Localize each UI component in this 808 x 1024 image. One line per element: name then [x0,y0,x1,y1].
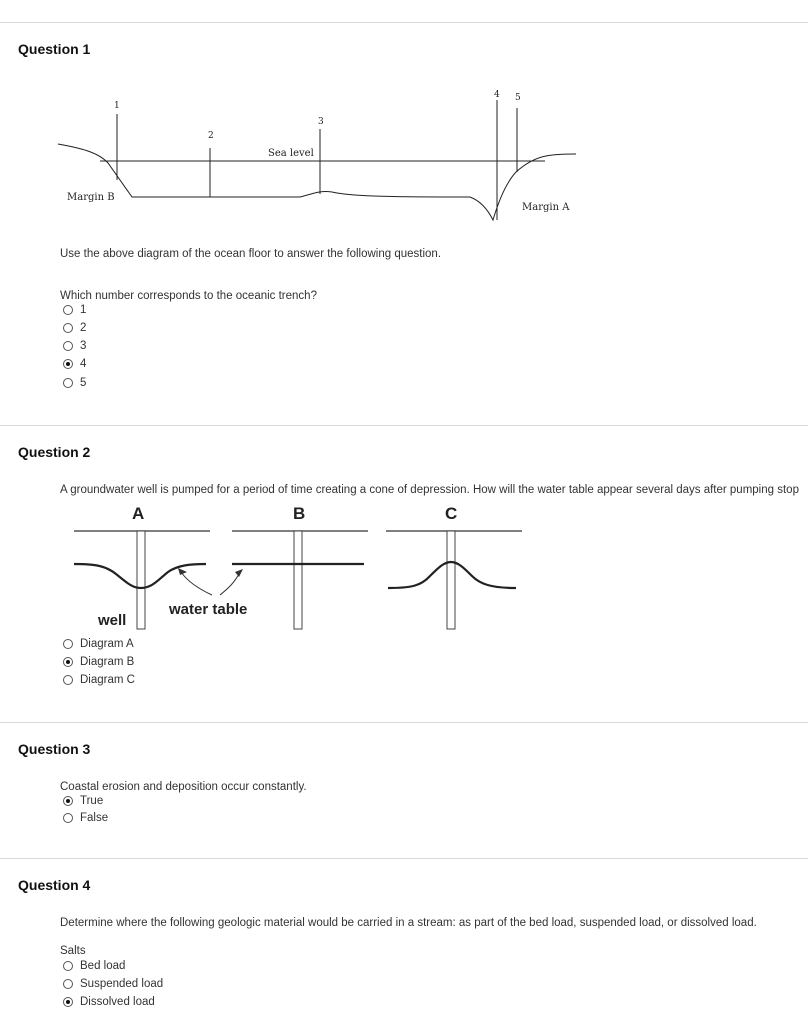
option-label: 3 [80,340,87,352]
q1-option-2[interactable] [63,320,86,336]
q1-option-5[interactable] [63,375,86,391]
q1-option-3[interactable] [63,338,86,354]
radio-button-selected[interactable] [63,359,73,369]
radio-button[interactable] [63,813,73,823]
question-2-title: Question 2 [18,444,91,460]
option-label: True [80,795,104,807]
panel-b-label: B [293,504,306,523]
panel-a-label: A [132,504,145,523]
panel-c-label: C [445,504,458,523]
marker-4-label: 4 [494,90,500,100]
question-2-text: A groundwater well is pumped for a period of time creating a cone of depression. How will the water table appear several days after pumping stop [60,484,799,496]
radio-button[interactable] [63,305,73,315]
marker-2-label: 2 [208,131,214,141]
q1-option-1[interactable] [63,302,86,318]
question-1-prompt: Use the above diagram of the ocean floor to answer the following question. [60,248,442,260]
well-label: well [98,612,127,629]
radio-button-selected[interactable] [63,997,73,1007]
question-1-title: Question 1 [18,41,91,57]
radio-button-selected[interactable] [63,657,73,667]
option-label: Diagram B [80,656,135,668]
radio-button[interactable] [63,979,73,989]
top-divider [0,22,808,23]
margin-a-label: Margin A [522,202,570,213]
option-label: 5 [80,377,87,389]
question-4-title: Question 4 [18,877,91,893]
well-a [137,531,145,629]
margin-b-label: Margin B [67,192,115,203]
marker-1-label: 1 [114,101,120,111]
q2-option-diagram-c[interactable] [63,672,135,688]
radio-button[interactable] [63,323,73,333]
well-b [294,531,302,629]
q4-option-suspended-load[interactable] [63,976,163,992]
option-label: Dissolved load [80,996,155,1008]
radio-button[interactable] [63,961,73,971]
q4-option-dissolved-load[interactable] [63,994,155,1010]
question-1-text: Which number corresponds to the oceanic trench? [60,290,317,302]
radio-button[interactable] [63,639,73,649]
option-label: Diagram A [80,638,134,650]
marker-5-label: 5 [515,93,521,103]
option-label: 1 [80,304,87,316]
option-label: False [80,812,109,824]
marker-3-label: 3 [318,117,324,127]
question-3-text: Coastal erosion and deposition occur constantly. [60,781,307,793]
option-label: 2 [80,322,87,334]
ocean-floor-profile [58,144,576,220]
radio-button-selected[interactable] [63,796,73,806]
question-3-title: Question 3 [18,741,91,757]
well-c [447,531,455,629]
option-label: 4 [80,358,87,370]
radio-button[interactable] [63,341,73,351]
option-label: Diagram C [80,674,135,686]
question-4-prompt: Determine where the following geologic material would be carried in a stream: as part of the bed load, suspended load, or dissolved load. [60,917,757,929]
question-4-text: Salts [60,945,86,957]
sea-level-label: Sea level [268,148,314,159]
q1-option-4[interactable] [63,356,86,372]
divider-q1-q2 [0,425,808,426]
water-table-diagram [66,498,526,638]
divider-q2-q3 [0,722,808,723]
water-table-label: water table [169,601,248,618]
option-label: Bed load [80,960,126,972]
radio-button[interactable] [63,675,73,685]
divider-q3-q4 [0,858,808,859]
q4-option-bed-load[interactable] [63,958,125,974]
q2-option-diagram-b[interactable] [63,654,134,670]
q2-option-diagram-a[interactable] [63,636,134,652]
option-label: Suspended load [80,978,164,990]
q3-option-true[interactable] [63,793,103,809]
radio-button[interactable] [63,378,73,388]
q3-option-false[interactable] [63,810,108,826]
